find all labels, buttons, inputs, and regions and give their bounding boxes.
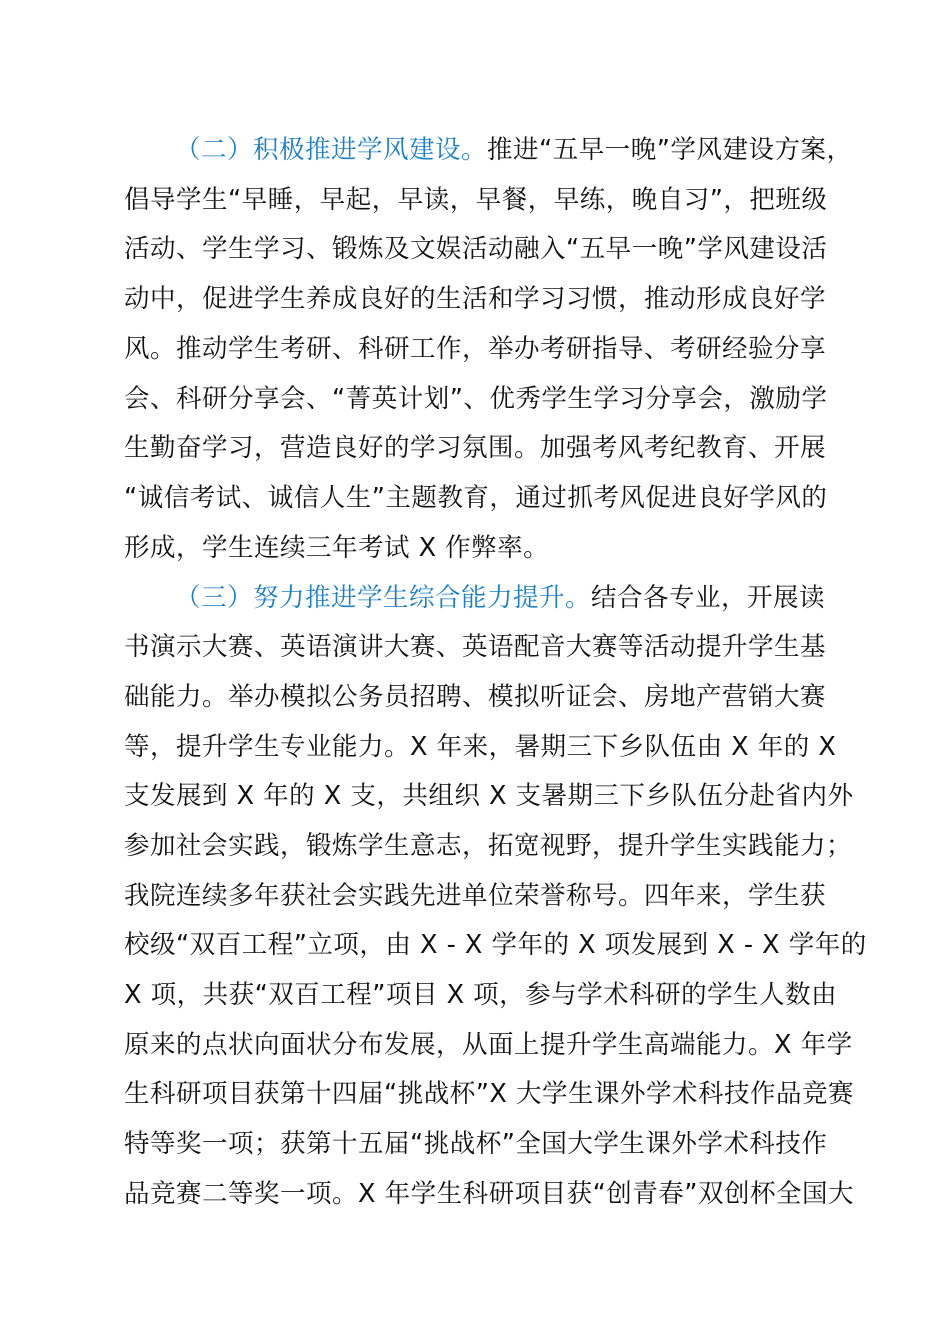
paragraph-line: 生科研项目获第十四届“挑战杯”X 大学生课外学术科技作品竞赛 — [124, 1079, 854, 1109]
paragraph-line: 品竞赛二等奖一项。X 年学生科研项目获“创青春”双创杯全国大 — [124, 1179, 854, 1209]
paragraph-line: 础能力。举办模拟公务员招聘、模拟听证会、房地产营销大赛 — [124, 682, 827, 712]
paragraph-line: 风。推动学生考研、科研工作，举办考研指导、考研经验分享 — [124, 334, 827, 364]
paragraph-line — [175, 130, 865, 170]
paragraph-line: 形成，学生连续三年考试 X 作弊率。 — [124, 533, 550, 563]
paragraph-line — [175, 578, 865, 618]
paragraph-line: 活动、学生学习、锻炼及文娱活动融入“五早一晚”学风建设活 — [124, 234, 828, 264]
paragraph-line: 原来的点状向面状分布发展，从面上提升学生高端能力。X 年学 — [124, 1030, 853, 1060]
paragraph-line: X 项，共获“双百工程”项目 X 项，参与学术科研的学生人数由 — [124, 980, 838, 1010]
section-heading: （二）积极推进学风建设。 — [175, 135, 488, 165]
paragraph-line: 会、科研分享会、“菁英计划”、优秀学生学习分享会，激励学 — [124, 384, 828, 414]
paragraph-text: 结合各专业，开展读 — [591, 583, 826, 613]
paragraph-line: 倡导学生“早睡，早起，早读，早餐，早练，晚自习”，把班级 — [124, 185, 828, 215]
paragraph-line: “诚信考试、诚信人生”主题教育，通过抓考风促进良好学风的 — [124, 483, 828, 513]
paragraph-line: 等，提升学生专业能力。X 年来，暑期三下乡队伍由 X 年的 X — [124, 732, 837, 762]
paragraph-line: 动中，促进学生养成良好的生活和学习习惯，推动形成良好学 — [124, 284, 827, 314]
paragraph-line: 校级“双百工程”立项，由 X - X 学年的 X 项发展到 X - X 学年的 — [124, 930, 867, 960]
paragraph-text: 推进“五早一晚”学风建设方案， — [487, 135, 853, 165]
paragraph-line: 特等奖一项；获第十五届“挑战杯”全国大学生课外学术科技作 — [124, 1129, 828, 1159]
paragraph-line: 书演示大赛、英语演讲大赛、英语配音大赛等活动提升学生基 — [124, 632, 827, 662]
paragraph-line: 我院连续多年获社会实践先进单位荣誉称号。四年来，学生获 — [124, 881, 827, 911]
paragraph-line: 参加社会实践，锻炼学生意志，拓宽视野，提升学生实践能力； — [124, 831, 853, 861]
paragraph-line: 生勤奋学习，营造良好的学习氛围。加强考风考纪教育、开展 — [124, 433, 827, 463]
paragraph-line: 支发展到 X 年的 X 支，共组织 X 支暑期三下乡队伍分赴省内外 — [124, 781, 854, 811]
section-heading: （三）努力推进学生综合能力提升。 — [175, 583, 592, 613]
